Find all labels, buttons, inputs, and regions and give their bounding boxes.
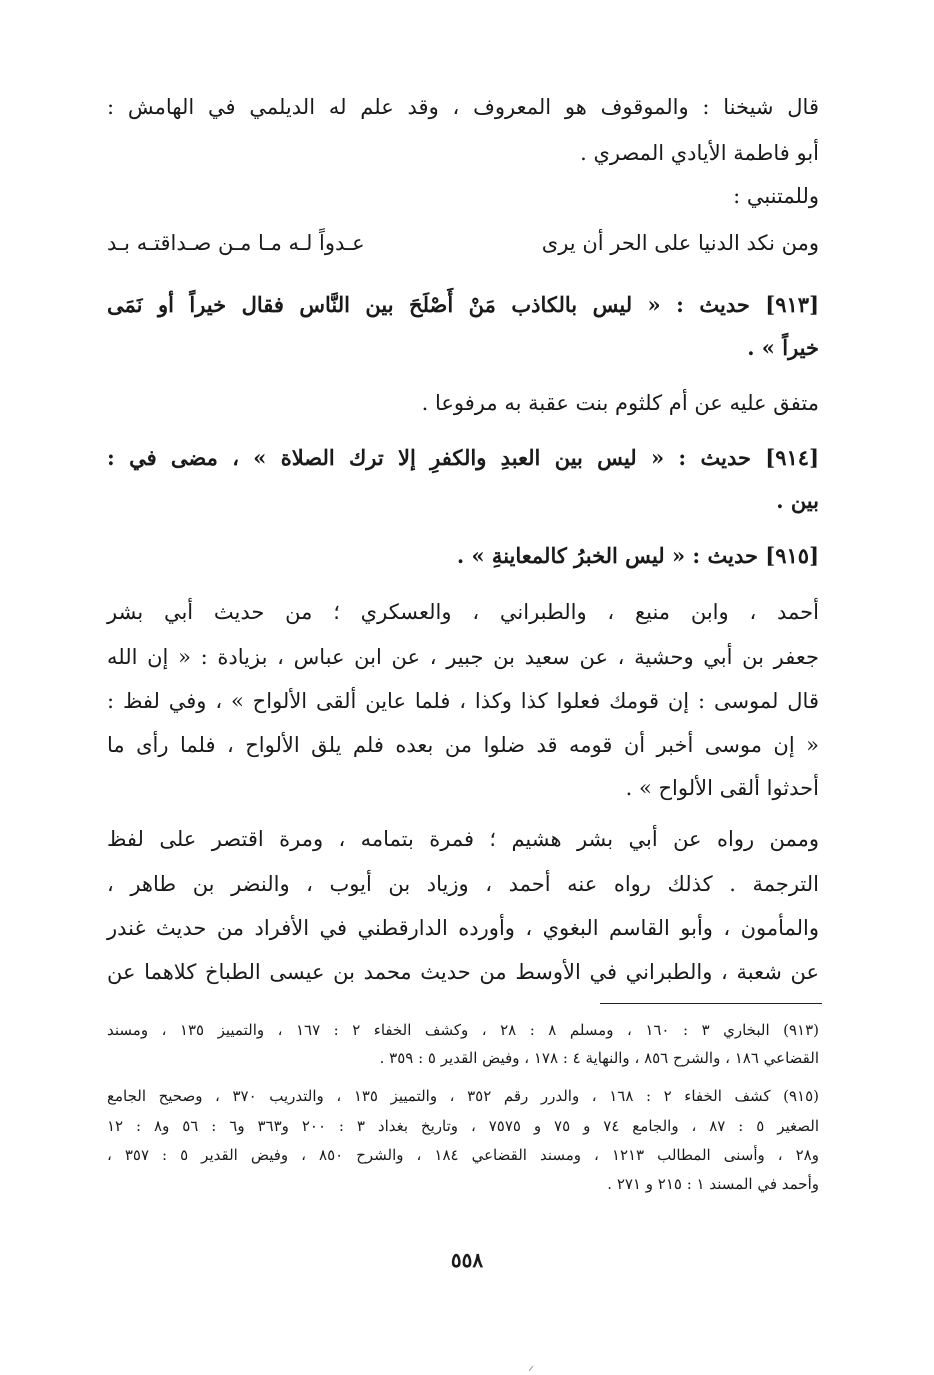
verse-second-hemistich: عـدواً لـه مـا مـن صـداقتـه بـد xyxy=(107,231,365,255)
page-number: ٥٥٨ xyxy=(450,1248,484,1272)
hadith-heading-913: خيراً » . xyxy=(747,335,819,360)
poetry-verse xyxy=(107,228,819,260)
text-line: الترجمة . كذلك رواه عنه أحمد ، وزياد بن أيوب ، والنضر بن طاهر ، xyxy=(107,872,819,896)
text-line: قال لموسى : إن قومك فعلوا كذا وكذا ، فلما عاين ألقى الألواح » ، وفي لفظ : xyxy=(107,689,819,713)
text-line: « إن موسى أخبر أن قومه قد ضلوا من بعده فلم يلق الألواح ، فلما رأى ما xyxy=(107,733,819,757)
footnote-separator xyxy=(600,1003,822,1004)
scan-mark xyxy=(529,1366,534,1371)
hadith-heading-915: [٩١٥] حديث : « ليس الخبرُ كالمعاينةِ » . xyxy=(456,543,819,568)
text-line: جعفر بن أبي وحشية ، عن سعيد بن جبير ، عن ابن عباس ، بزيادة : « إن الله xyxy=(107,645,819,669)
hadith-heading-913: [٩١٣] حديث : « ليس بالكاذب مَنْ أَصْلَحَ بين النَّاس فقال خيراً أو نَمَى xyxy=(107,292,819,317)
hadith-heading-914: بين . xyxy=(776,488,819,513)
text-line: أحدثوا ألقى الألواح » . xyxy=(625,776,819,800)
hadith-heading-914: [٩١٤] حديث : « ليس بين العبدِ والكفرِ إلا ترك الصلاة » ، مضى في : xyxy=(107,445,819,470)
footnote-line: الصغير ٥ : ٨٧ ، والجامع ٧٤ و ٧٥ و ٧٥٧٥ ، وتاريخ بغداد ٣ : ٢٠٠ و٣٦٣ و٦ : ٥٦ و٨ : ١٢ xyxy=(107,1117,820,1135)
text-line: وممن رواه عن أبي بشر هشيم ؛ فمرة بتمامه ، ومرة اقتصر على لفظ xyxy=(107,827,819,851)
verse-first-hemistich: ومن نكد الدنيا على الحر أن يرى xyxy=(541,231,819,255)
text-line: وللمتنبي : xyxy=(733,184,819,208)
text-line: والمأمون ، وأبو القاسم البغوي ، وأورده الدارقطني في الأفراد من حديث غندر xyxy=(107,916,819,940)
text-line: أحمد ، وابن منيع ، والطبراني ، والعسكري ؛ من حديث أبي بشر xyxy=(107,600,819,624)
text-line: قال شيخنا : والموقوف هو المعروف ، وقد علم له الديلمي في الهامش : xyxy=(107,95,819,119)
footnote-line: (٩١٥) كشف الخفاء ٢ : ١٦٨ ، والدرر رقم ٣٥٢ ، والتمييز ١٣٥ ، والتدريب ٣٧٠ ، وصحيح الجامع xyxy=(107,1087,820,1105)
footnote-line: (٩١٣) البخاري ٣ : ١٦٠ ، ومسلم ٨ : ٢٨ ، وكشف الخفاء ٢ : ١٦٧ ، والتمييز ١٣٥ ، ومسند xyxy=(107,1021,820,1039)
text-line: متفق عليه عن أم كلثوم بنت عقبة به مرفوعا . xyxy=(421,391,819,415)
footnote-line: و٢٨ ، وأسنى المطالب ١٢١٣ ، ومسند القضاعي ١٨٤ ، والشرح ٨٥٠ ، وفيض القدير ٥ : ٣٥٧ ، xyxy=(107,1146,819,1164)
text-line: أبو فاطمة الأيادي المصري . xyxy=(580,141,819,165)
footnote-line: وأحمد في المسند ١ : ٢١٥ و ٢٧١ . xyxy=(607,1175,819,1193)
footnote-line: القضاعي ١٨٦ ، والشرح ٨٥٦ ، والنهاية ٤ : ١٧٨ ، وفيض القدير ٥ : ٣٥٩ . xyxy=(379,1049,819,1067)
text-line: عن شعبة ، والطبراني في الأوسط من حديث محمد بن عيسى الطباخ كلاهما عن xyxy=(107,960,819,984)
